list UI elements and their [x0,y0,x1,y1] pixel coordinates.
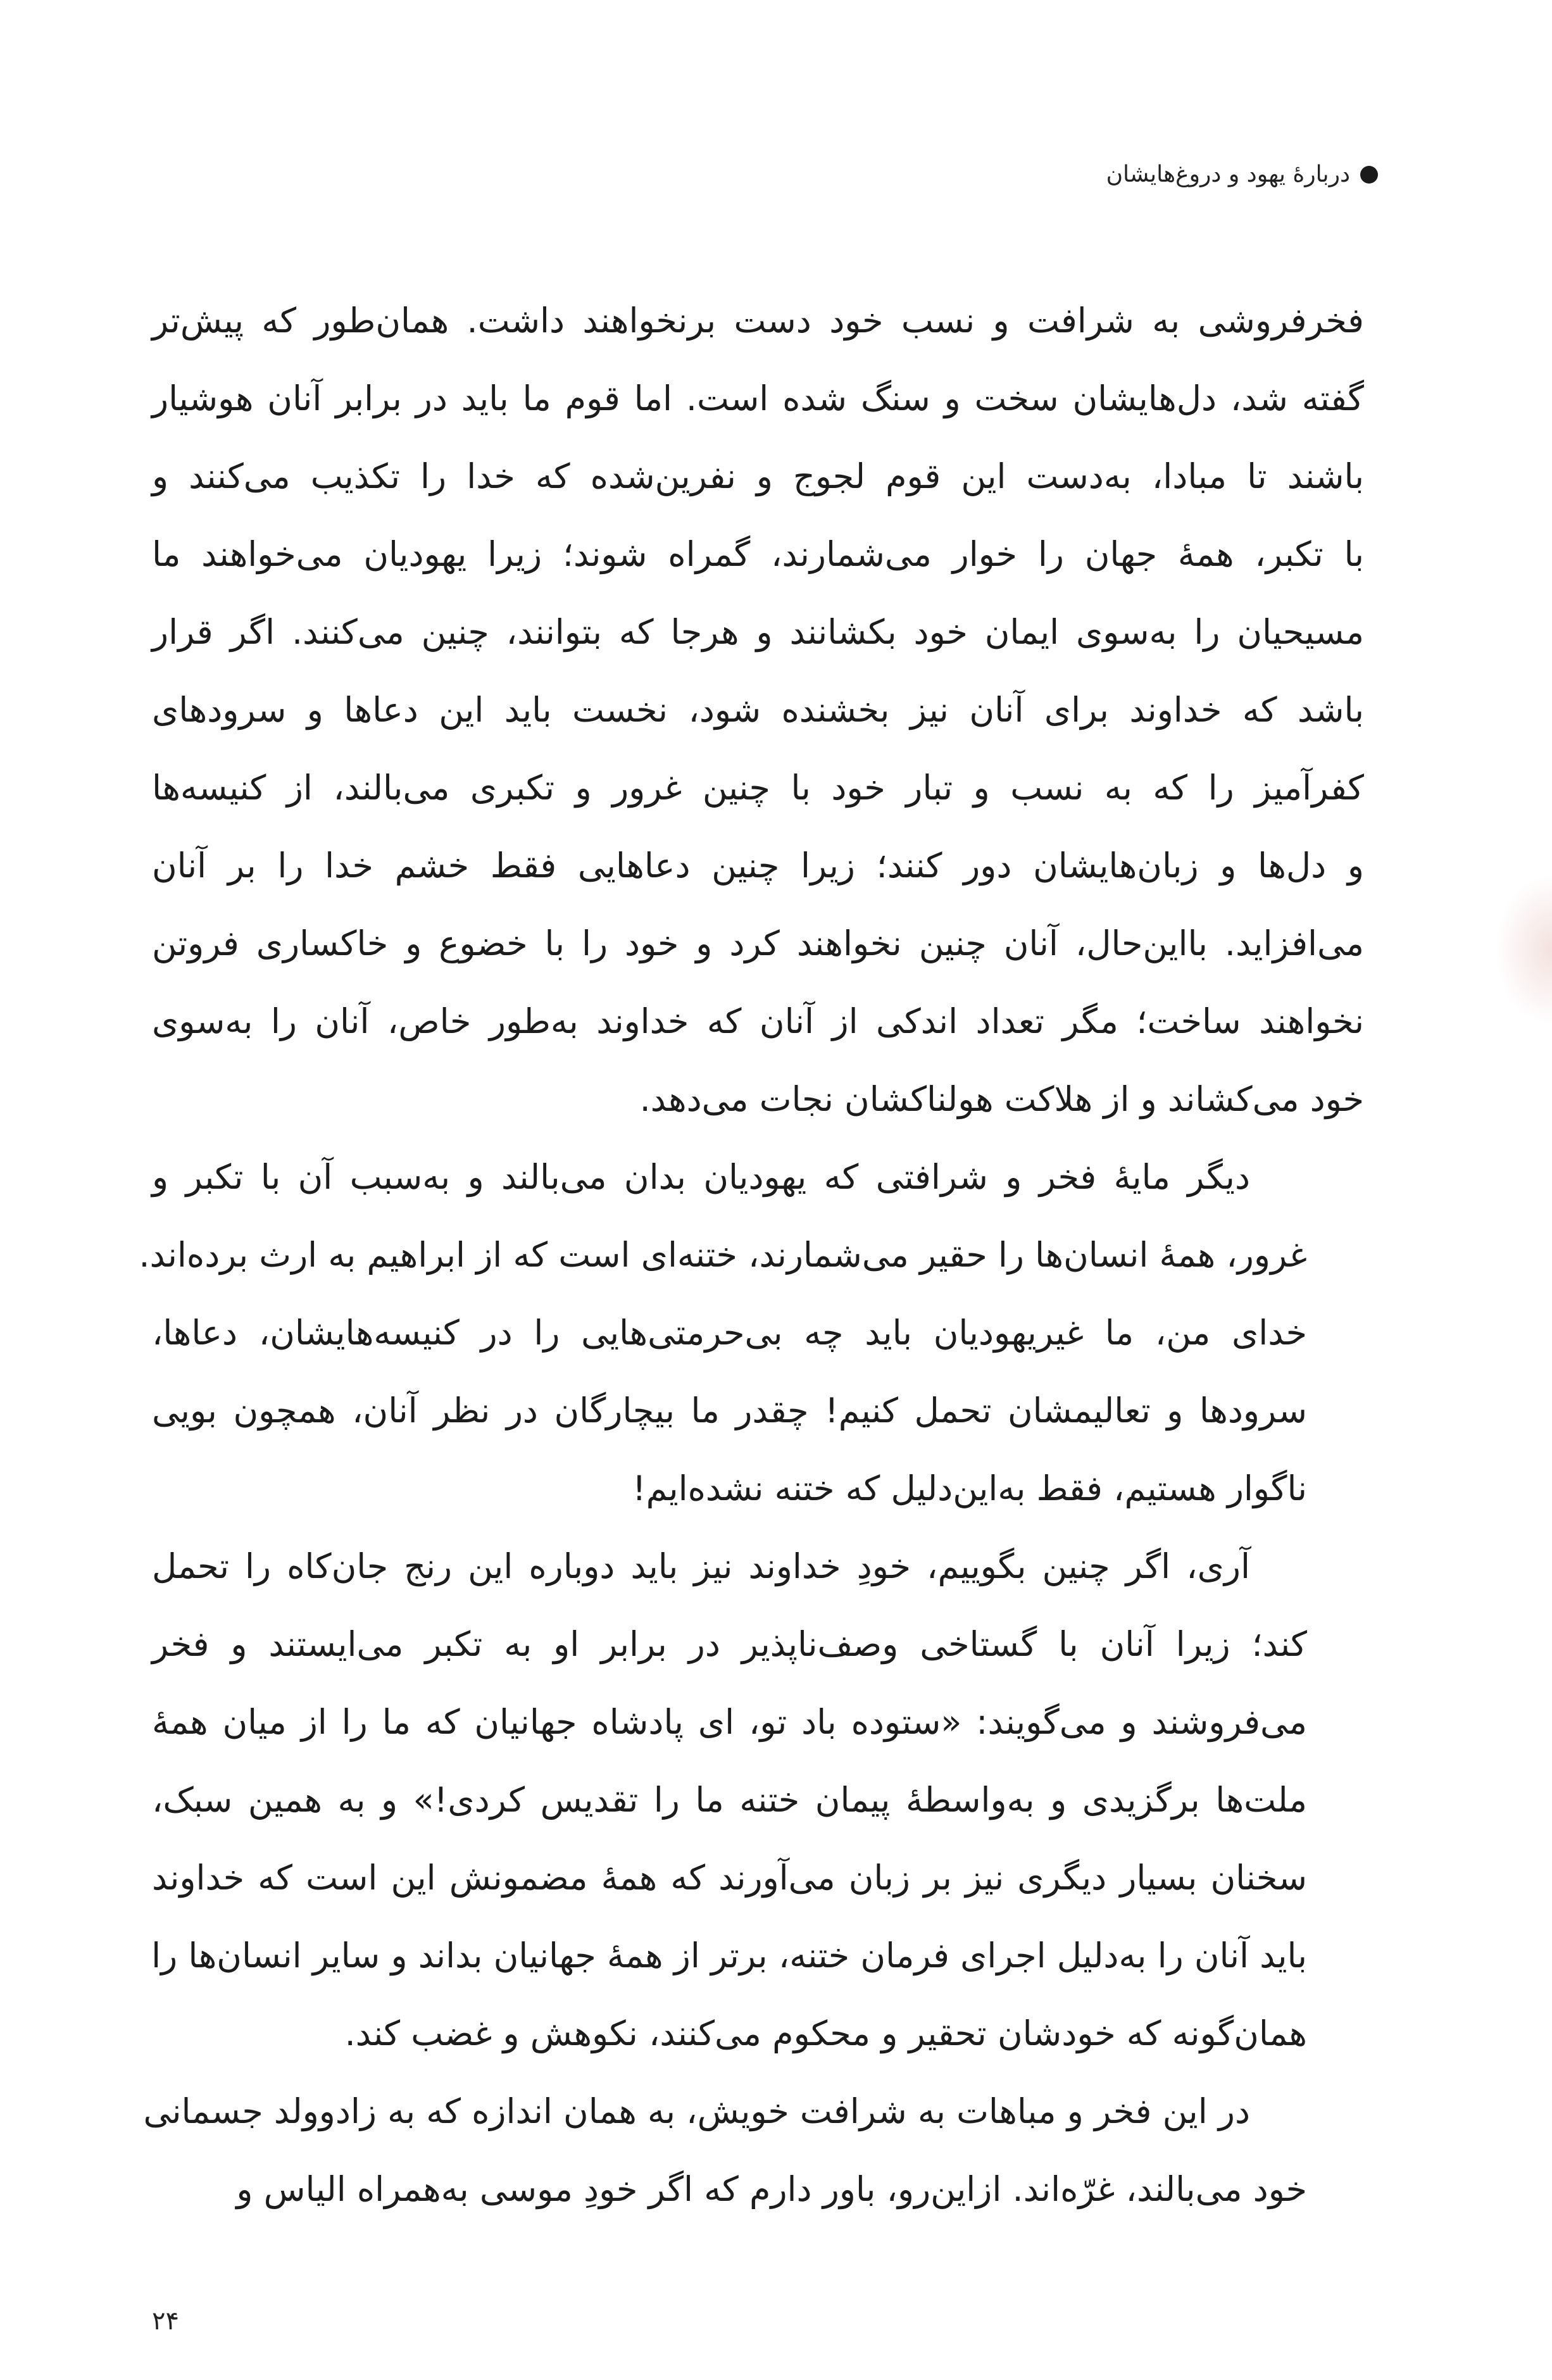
text-line: می‌افزاید. بااین‌حال، آنان چنین نخواهند کرد و خود را با خضوع و خاکساری فروتن [152,924,1364,963]
text-line: باشد که خداوند برای آنان نیز بخشنده شود، نخست باید این دعاها و سرودهای [152,690,1364,730]
text-line: مسیحیان را به‌سوی ایمان خود بکشانند و هرجا که بتوانند، چنین می‌کنند. اگر قرار [152,612,1364,652]
body-text [139,282,1364,2228]
paragraph [152,282,1364,1138]
paragraph [139,1138,1364,1527]
text-line: در این فخر و مباهات به شرافت خویش، به همان اندازه که به زادوولد جسمانی [143,2091,1250,2131]
text-line: و دل‌ها و زبان‌هایشان دور کنند؛ زیرا چنین دعاهایی فقط خشم خدا را بر آنان [152,846,1364,886]
text-line: آری، اگر چنین بگوییم، خودِ خداوند نیز باید دوباره این رنج جان‌کاه را تحمل [152,1546,1250,1586]
text-line: خود می‌بالند، غرّه‌اند. ازاین‌رو، باور دارم که اگر خودِ موسی به‌همراه الیاس و [236,2169,1307,2209]
text-line: کفرآمیز را که به نسب و تبار خود با چنین غرور و تکبری می‌بالند، از کنیسه‌ها [152,768,1364,808]
text-line: باشند تا مبادا، به‌دست این قوم لجوج و نفرین‌شده که خدا را تکذیب می‌کنند و [152,456,1364,496]
page-edge-stain [1495,874,1552,1025]
running-head [1106,161,1378,187]
paragraph [143,2072,1364,2228]
text-line: ملت‌ها برگزیدی و به‌واسطۀ پیمان ختنه ما را تقدیس کردی!» و به همین سبک، [152,1780,1307,1820]
text-line: کند؛ زیرا آنان با گستاخی وصف‌ناپذیر در برابر او به تکبر می‌ایستند و فخر [152,1624,1307,1664]
running-title: دربارۀ یهود و دروغ‌هایشان [1106,161,1350,187]
paragraph [152,1527,1364,2072]
text-line: سرودها و تعالیمشان تحمل کنیم! چقدر ما بیچارگان در نظر آنان، همچون بویی [152,1391,1307,1431]
text-line: می‌فروشند و می‌گویند: «ستوده باد تو، ای پادشاه جهانیان که ما را از میان همۀ [152,1702,1307,1742]
text-line: همان‌گونه که خودشان تحقیر و محکوم می‌کنند، نکوهش و غضب کند. [344,2014,1307,2053]
text-line: غرور، همۀ انسان‌ها را حقیر می‌شمارند، ختنه‌ای است که از ابراهیم به ارث برده‌اند. [139,1235,1307,1275]
bullet-icon [1360,166,1378,184]
text-line: نخواهند ساخت؛ مگر تعداد اندکی از آنان که خداوند به‌طور خاص، آنان را به‌سوی [152,1001,1364,1041]
text-line: باید آنان را به‌دلیل اجرای فرمان ختنه، برتر از همۀ جهانیان بداند و سایر انسان‌ها را [151,1936,1307,1976]
text-line: دیگر مایۀ فخر و شرافتی که یهودیان بدان می‌بالند و به‌سبب آن با تکبر و [152,1157,1250,1197]
text-line: با تکبر، همۀ جهان را خوار می‌شمارند، گمراه شوند؛ زیرا یهودیان می‌خواهند ما [152,534,1364,574]
page-number: ۲۴ [152,2307,179,2336]
text-line: خدای من، ما غیریهودیان باید چه بی‌حرمتی‌هایی را در کنیسه‌هایشان، دعاها، [152,1313,1307,1353]
text-line: فخرفروشی به شرافت و نسب خود دست برنخواهند داشت. همان‌طور که پیش‌تر [152,301,1364,341]
text-line: خود می‌کشاند و از هلاکت هولناکشان نجات می‌دهد. [639,1079,1364,1119]
text-line: گفته شد، دل‌هایشان سخت و سنگ شده است. اما قوم ما باید در برابر آنان هوشیار [152,379,1364,418]
text-line: سخنان بسیار دیگری نیز بر زبان می‌آورند که همۀ مضمونش این است که خداوند [152,1858,1307,1898]
text-line: ناگوار هستیم، فقط به‌این‌دلیل که ختنه نشده‌ایم! [632,1469,1307,1508]
